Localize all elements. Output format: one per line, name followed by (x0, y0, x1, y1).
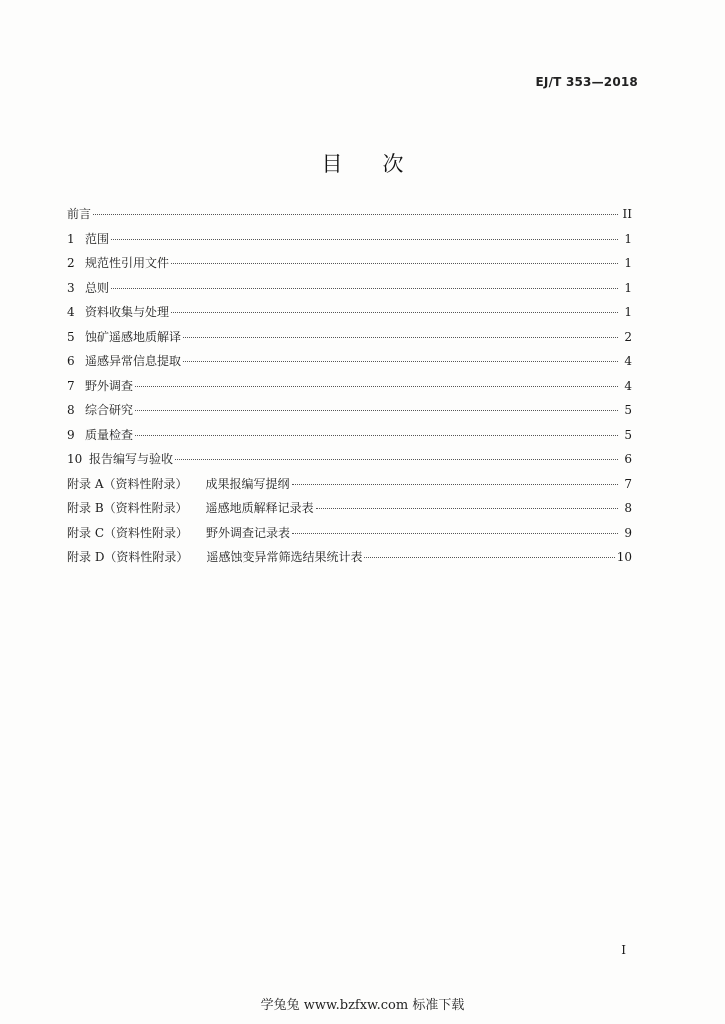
standard-code: EJ/T 353—2018 (535, 75, 638, 89)
toc-leader-dots (111, 287, 618, 289)
toc-item-number: 4 (67, 305, 75, 319)
toc-item-6[interactable] (67, 352, 632, 377)
toc-item-label: 野外调查 (85, 378, 134, 393)
toc-item-3[interactable] (67, 279, 632, 304)
toc-leader-dots (292, 532, 618, 534)
toc-item-label: 范围 (85, 231, 110, 246)
toc-item-number: 3 (67, 280, 75, 295)
toc-annex-a[interactable] (67, 475, 632, 500)
toc-item-number: 10 (67, 452, 83, 466)
toc-annex-entry (67, 548, 362, 565)
toc-item-number: 6 (67, 354, 75, 368)
toc-leader-dots (183, 336, 618, 338)
toc-annex-entry (67, 475, 290, 492)
toc-item-10[interactable] (67, 450, 632, 475)
toc-annex-entry (67, 499, 314, 516)
toc-item-page: II (622, 207, 632, 221)
toc-item-page: 1 (624, 305, 632, 319)
annex-type: 附录 C（资料性附录） (67, 525, 188, 540)
toc-item-preface[interactable] (67, 205, 632, 230)
toc-item-label: 前言 (67, 207, 92, 221)
toc-item-9[interactable] (67, 426, 632, 451)
annex-type: 附录 B（资料性附录） (67, 501, 188, 515)
annex-title: 野外调查记录表 (206, 525, 291, 540)
toc-item-label: 资料收集与处理 (85, 305, 170, 319)
toc-leader-dots (364, 556, 614, 558)
toc-item-page: 7 (624, 476, 632, 491)
toc-item-1[interactable] (67, 230, 632, 255)
toc-item-label: 遥感异常信息提取 (85, 354, 182, 368)
toc-item-page: 1 (624, 280, 632, 295)
toc-item-page: 5 (624, 403, 632, 417)
toc-leader-dots (135, 434, 618, 436)
toc-leader-dots (135, 385, 618, 387)
toc-item-number: 7 (67, 378, 75, 393)
toc-item-label: 规范性引用文件 (85, 256, 170, 270)
toc-item-4[interactable] (67, 303, 632, 328)
page-number: I (621, 943, 626, 957)
toc-item-page: 8 (624, 501, 632, 515)
annex-title: 遥感蚀变异常筛选结果统计表 (206, 550, 363, 564)
toc-item-label: 报告编写与验收 (89, 452, 174, 466)
toc-item-label: 总则 (85, 280, 110, 295)
toc-item-page: 9 (624, 525, 632, 540)
annex-type: 附录 A（资料性附录） (67, 476, 188, 491)
annex-title: 遥感地质解释记录表 (205, 501, 314, 515)
toc-leader-dots (316, 507, 618, 509)
toc-item-page: 10 (616, 550, 632, 564)
toc-item-page: 1 (624, 256, 632, 270)
toc-annex-d[interactable] (67, 548, 632, 573)
toc-leader-dots (171, 311, 618, 313)
toc-annex-b[interactable] (67, 499, 632, 524)
toc-item-label: 质量检查 (85, 427, 134, 442)
toc-leader-dots (292, 483, 619, 485)
toc-annex-c[interactable] (67, 524, 632, 549)
toc-leader-dots (135, 409, 618, 411)
toc-leader-dots (93, 213, 618, 215)
toc-item-page: 2 (624, 329, 632, 344)
toc-item-page: 6 (624, 452, 632, 466)
table-of-contents (67, 205, 632, 573)
toc-leader-dots (183, 360, 618, 362)
toc-item-number: 2 (67, 256, 75, 270)
toc-item-label: 蚀矿遥感地质解译 (85, 329, 182, 344)
toc-item-page: 1 (624, 231, 632, 246)
toc-item-number: 5 (67, 329, 75, 344)
toc-leader-dots (171, 262, 618, 264)
toc-item-number: 8 (67, 403, 75, 417)
toc-item-5[interactable] (67, 328, 632, 353)
toc-item-2[interactable] (67, 254, 632, 279)
toc-annex-entry (67, 524, 290, 541)
annex-type: 附录 D（资料性附录） (67, 550, 189, 564)
watermark-text: 学兔兔 www.bzfxw.com 标准下载 (260, 998, 465, 1013)
toc-item-label: 综合研究 (85, 403, 134, 417)
toc-title: 目次 (321, 152, 444, 176)
toc-item-number: 1 (67, 231, 75, 246)
toc-leader-dots (175, 458, 618, 460)
toc-item-page: 5 (624, 427, 632, 442)
toc-leader-dots (111, 238, 618, 240)
toc-item-page: 4 (624, 354, 632, 368)
toc-item-8[interactable] (67, 401, 632, 426)
toc-item-page: 4 (624, 378, 632, 393)
annex-title: 成果报编写提纲 (205, 476, 290, 491)
toc-item-number: 9 (67, 427, 75, 442)
toc-item-7[interactable] (67, 377, 632, 402)
